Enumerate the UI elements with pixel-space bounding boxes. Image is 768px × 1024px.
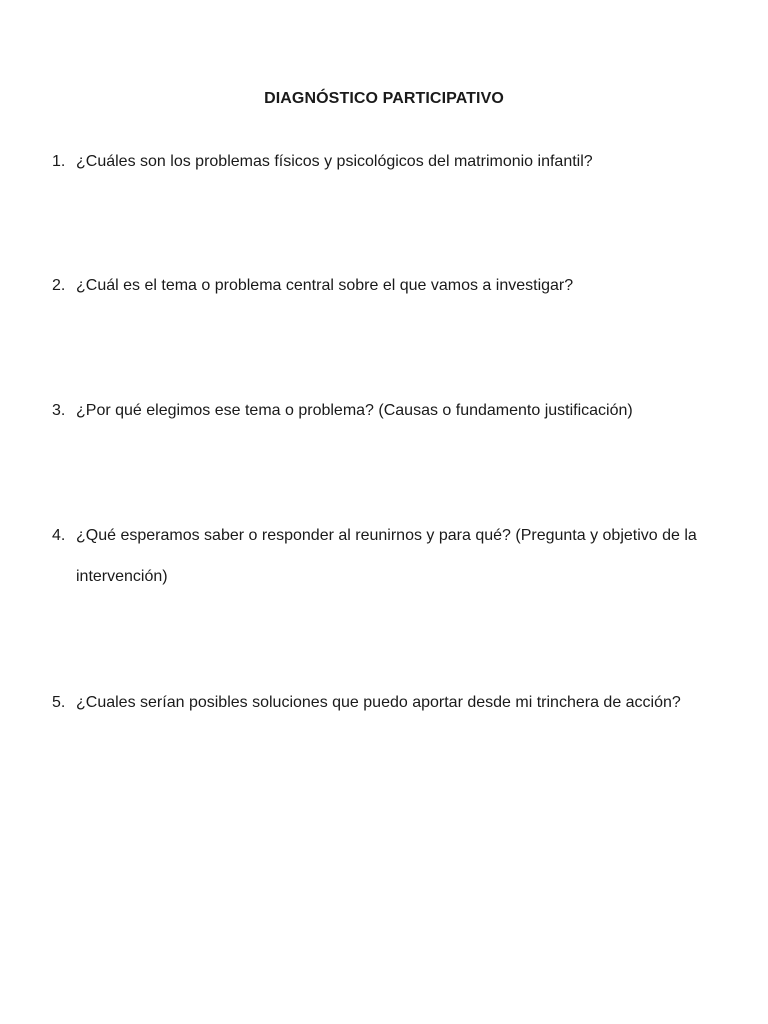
question-number: 4. [52, 527, 66, 544]
question-item [52, 515, 732, 597]
question-text: ¿Por qué elegimos ese tema o problema? (Causas o fundamento justificación) [76, 402, 633, 419]
question-item [52, 390, 732, 431]
question-item [52, 265, 732, 306]
question-number: 5. [52, 694, 66, 711]
question-text: ¿Cuál es el tema o problema central sobre el que vamos a investigar? [76, 277, 574, 294]
question-text: ¿Cuales serían posibles soluciones que puedo aportar desde mi trinchera de acción? [76, 694, 681, 711]
question-number: 2. [52, 277, 66, 294]
question-number: 3. [52, 402, 66, 419]
document-title: DIAGNÓSTICO PARTICIPATIVO [264, 90, 504, 107]
question-text: ¿Qué esperamos saber o responder al reunirnos y para qué? (Pregunta y objetivo de la intervención) [76, 527, 697, 585]
question-item [52, 141, 732, 182]
question-text: ¿Cuáles son los problemas físicos y psicológicos del matrimonio infantil? [76, 153, 593, 170]
question-item [52, 682, 732, 723]
question-number: 1. [52, 153, 66, 170]
